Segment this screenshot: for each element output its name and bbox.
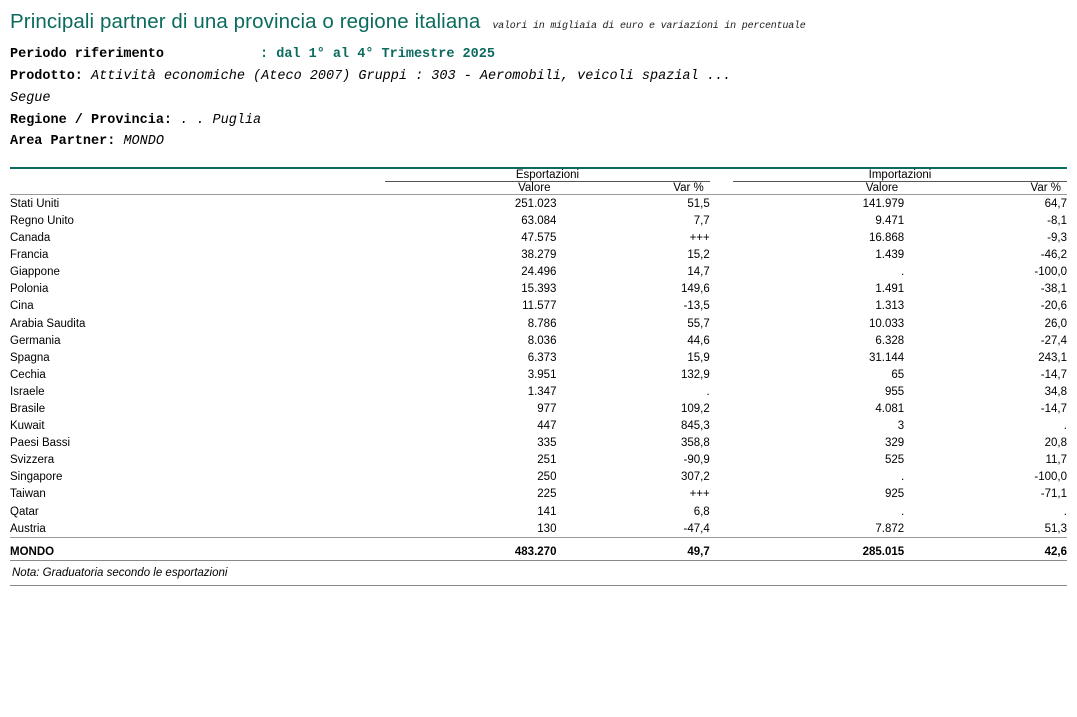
- export-var: 14,7: [687, 266, 710, 279]
- column-gap: [710, 281, 733, 298]
- export-value: 47.575: [521, 232, 557, 245]
- column-gap: [710, 543, 733, 561]
- export-var: 845,3: [680, 420, 710, 433]
- import-value: 6.328: [875, 334, 905, 347]
- export-var: 109,2: [680, 403, 710, 416]
- import-var: -71,1: [1040, 488, 1067, 501]
- export-value: 24.496: [521, 266, 557, 279]
- export-value: 977: [537, 403, 557, 416]
- meta-regione-value: . . Puglia: [180, 112, 262, 128]
- partner-name: Israele: [10, 385, 45, 398]
- import-value: 7.872: [875, 522, 905, 535]
- export-value: 1.347: [527, 385, 557, 398]
- table-row: [10, 435, 1067, 452]
- import-var: 34,8: [1044, 385, 1067, 398]
- import-value: 955: [885, 385, 905, 398]
- export-value: 483.270: [514, 545, 557, 558]
- import-var: -8,1: [1047, 214, 1067, 227]
- import-var: 11,7: [1045, 454, 1067, 467]
- export-var: 358,8: [680, 437, 710, 450]
- group-header-esportazioni: Esportazioni: [385, 169, 709, 182]
- partner-name: Taiwan: [10, 488, 46, 501]
- sub-header-imp-valore: Valore: [865, 182, 899, 195]
- export-value: 447: [537, 420, 557, 433]
- export-value: 63.084: [521, 214, 557, 227]
- export-var: .: [706, 385, 710, 398]
- table-body: [10, 195, 1067, 561]
- column-gap: [710, 264, 733, 281]
- title-row: [10, 10, 1067, 34]
- partner-name: Giappone: [10, 266, 60, 279]
- import-var: -27,4: [1040, 334, 1067, 347]
- import-var: -100,0: [1034, 471, 1067, 484]
- column-gap: [710, 349, 733, 366]
- column-gap: [710, 195, 733, 212]
- partner-name: Stati Uniti: [10, 197, 60, 210]
- export-var: 132,9: [680, 368, 710, 381]
- report-metadata: [10, 44, 1067, 153]
- table-row: [10, 212, 1067, 229]
- import-value: .: [900, 266, 905, 279]
- export-value: 15.393: [521, 283, 557, 296]
- column-gap: [710, 212, 733, 229]
- column-gap: [710, 486, 733, 503]
- export-var: 6,8: [693, 505, 710, 518]
- export-value: 130: [537, 522, 557, 535]
- partner-name: Paesi Bassi: [10, 437, 71, 450]
- partner-name: Francia: [10, 249, 49, 262]
- meta-segue: Segue: [10, 90, 51, 106]
- table-row: [10, 520, 1067, 538]
- import-value: 925: [885, 488, 905, 501]
- table-row: [10, 298, 1067, 315]
- meta-prodotto: [10, 66, 1067, 88]
- footer-rule: [10, 585, 1067, 586]
- column-gap: [710, 400, 733, 417]
- table-row: [10, 418, 1067, 435]
- partner-name: Brasile: [10, 403, 46, 416]
- import-value: 141.979: [862, 197, 905, 210]
- import-value: 65: [891, 368, 905, 381]
- partners-table: [10, 167, 1067, 561]
- import-var: -100,0: [1034, 266, 1067, 279]
- sub-header-row: [10, 182, 1067, 195]
- sub-header-partner: [10, 182, 385, 195]
- table-row: [10, 400, 1067, 417]
- import-value: 285.015: [862, 545, 905, 558]
- import-value: 9.471: [875, 214, 905, 227]
- import-var: 243,1: [1038, 351, 1067, 364]
- table-row: [10, 264, 1067, 281]
- import-var: .: [1063, 505, 1067, 518]
- export-value: 335: [537, 437, 557, 450]
- import-value: 1.491: [875, 283, 905, 296]
- import-value: 16.868: [869, 232, 905, 245]
- table-footnote: Nota: Graduatoria secondo le esportazioni: [12, 567, 228, 580]
- import-var: 51,3: [1044, 522, 1067, 535]
- export-value: 11.577: [522, 300, 557, 313]
- column-gap: [710, 520, 733, 538]
- partner-name: Polonia: [10, 283, 49, 296]
- import-value: 10.033: [869, 317, 905, 330]
- export-var: 51,5: [687, 197, 710, 210]
- export-value: 38.279: [521, 249, 557, 262]
- column-gap: [710, 503, 733, 520]
- partner-name: Austria: [10, 522, 46, 535]
- export-var: 55,7: [687, 317, 710, 330]
- import-value: .: [900, 505, 905, 518]
- units-note: valori in migliaia di euro e variazioni in percentuale: [492, 21, 806, 32]
- import-value: 4.081: [875, 403, 905, 416]
- meta-prodotto-label: Prodotto:: [10, 68, 83, 84]
- import-var: -14,7: [1040, 368, 1067, 381]
- meta-periodo-sep: :: [260, 47, 269, 62]
- table-row: [10, 366, 1067, 383]
- partner-name: Canada: [10, 232, 51, 245]
- import-var: 26,0: [1044, 317, 1067, 330]
- table-row: [10, 229, 1067, 246]
- partner-name: Kuwait: [10, 420, 45, 433]
- table-row: [10, 503, 1067, 520]
- import-var: .: [1063, 420, 1067, 433]
- meta-area-partner: [10, 131, 1067, 153]
- meta-prodotto-value: Attività economiche (Ateco 2007) Gruppi : 303 - Aeromobili, veicoli spazial ...: [91, 68, 732, 84]
- partner-name: Singapore: [10, 471, 63, 484]
- export-var: 15,2: [687, 249, 710, 262]
- table-row: [10, 383, 1067, 400]
- spacer-cell: [10, 169, 385, 182]
- table-row: [10, 486, 1067, 503]
- import-value: 329: [885, 437, 905, 450]
- partner-name: Cechia: [10, 368, 46, 381]
- table-row-total: [10, 543, 1067, 561]
- import-var: -46,2: [1040, 249, 1067, 262]
- table-row: [10, 469, 1067, 486]
- column-gap: [710, 247, 733, 264]
- partner-name: Qatar: [10, 505, 39, 518]
- meta-periodo-value: dal 1° al 4° Trimestre 2025: [276, 47, 495, 62]
- import-value: 31.144: [869, 351, 905, 364]
- meta-periodo: [10, 44, 1067, 66]
- meta-regione-label: Regione / Provincia:: [10, 112, 173, 128]
- table-row: [10, 247, 1067, 264]
- export-var: -47,4: [683, 522, 710, 535]
- table-row: [10, 195, 1067, 212]
- column-gap: [710, 383, 733, 400]
- sub-header-gap: [710, 182, 733, 195]
- export-var: -13,5: [683, 300, 710, 313]
- export-value: 8.786: [527, 317, 557, 330]
- import-var: -38,1: [1040, 283, 1067, 296]
- export-var: 149,6: [680, 283, 710, 296]
- import-var: -20,6: [1040, 300, 1067, 313]
- export-var: 7,7: [693, 214, 710, 227]
- table-row: [10, 349, 1067, 366]
- export-value: 3.951: [527, 368, 557, 381]
- export-value: 250: [537, 471, 557, 484]
- meta-periodo-label: Periodo riferimento: [10, 47, 164, 62]
- table-head: [10, 168, 1067, 195]
- import-value: 1.313: [875, 300, 905, 313]
- meta-area-label: Area Partner:: [10, 134, 116, 150]
- partner-name: Arabia Saudita: [10, 317, 86, 330]
- export-var: 307,2: [680, 471, 710, 484]
- table-row: [10, 332, 1067, 349]
- group-header-importazioni: Importazioni: [733, 169, 1067, 182]
- export-value: 251.023: [514, 197, 557, 210]
- table-row: [10, 315, 1067, 332]
- import-var: 42,6: [1044, 545, 1067, 558]
- column-gap: [710, 229, 733, 246]
- column-gap: [710, 366, 733, 383]
- partner-name: Germania: [10, 334, 61, 347]
- import-value: 1.439: [875, 249, 905, 262]
- sub-header-exp-var: Var %: [673, 182, 704, 195]
- export-var: 44,6: [687, 334, 710, 347]
- meta-regione: [10, 110, 1067, 132]
- export-var: 49,7: [687, 545, 710, 558]
- export-var: +++: [689, 488, 710, 501]
- export-var: -90,9: [683, 454, 710, 467]
- table-row: [10, 452, 1067, 469]
- import-var: -14,7: [1040, 403, 1067, 416]
- import-var: -9,3: [1047, 232, 1067, 245]
- column-gap: [710, 452, 733, 469]
- column-gap: [710, 469, 733, 486]
- import-var: 20,8: [1044, 437, 1067, 450]
- column-gap: [710, 435, 733, 452]
- sub-header-imp-var: Var %: [1030, 182, 1061, 195]
- partner-name: Svizzera: [10, 454, 55, 467]
- export-value: 8.036: [527, 334, 557, 347]
- export-value: 6.373: [527, 351, 557, 364]
- table-row: [10, 281, 1067, 298]
- partners-table-wrap: [10, 167, 1067, 586]
- import-value: 525: [885, 454, 905, 467]
- group-gap: [710, 169, 733, 182]
- export-value: 141: [537, 505, 557, 518]
- partner-name: Cina: [10, 300, 34, 313]
- column-gap: [710, 332, 733, 349]
- column-gap: [710, 298, 733, 315]
- export-var: 15,9: [687, 351, 710, 364]
- meta-area-value: MONDO: [123, 134, 164, 150]
- import-var: 64,7: [1044, 197, 1067, 210]
- partner-name: MONDO: [10, 545, 55, 558]
- partner-name: Spagna: [10, 351, 50, 364]
- partner-name: Regno Unito: [10, 214, 74, 227]
- export-var: +++: [689, 232, 710, 245]
- import-value: 3: [897, 420, 905, 433]
- column-gap: [710, 418, 733, 435]
- export-value: 225: [537, 488, 557, 501]
- group-header-row: [10, 169, 1067, 182]
- import-value: .: [900, 471, 905, 484]
- sub-header-exp-valore: Valore: [518, 182, 551, 195]
- page-title: Principali partner di una provincia o regione italiana: [10, 10, 481, 33]
- export-value: 251: [537, 454, 557, 467]
- column-gap: [710, 315, 733, 332]
